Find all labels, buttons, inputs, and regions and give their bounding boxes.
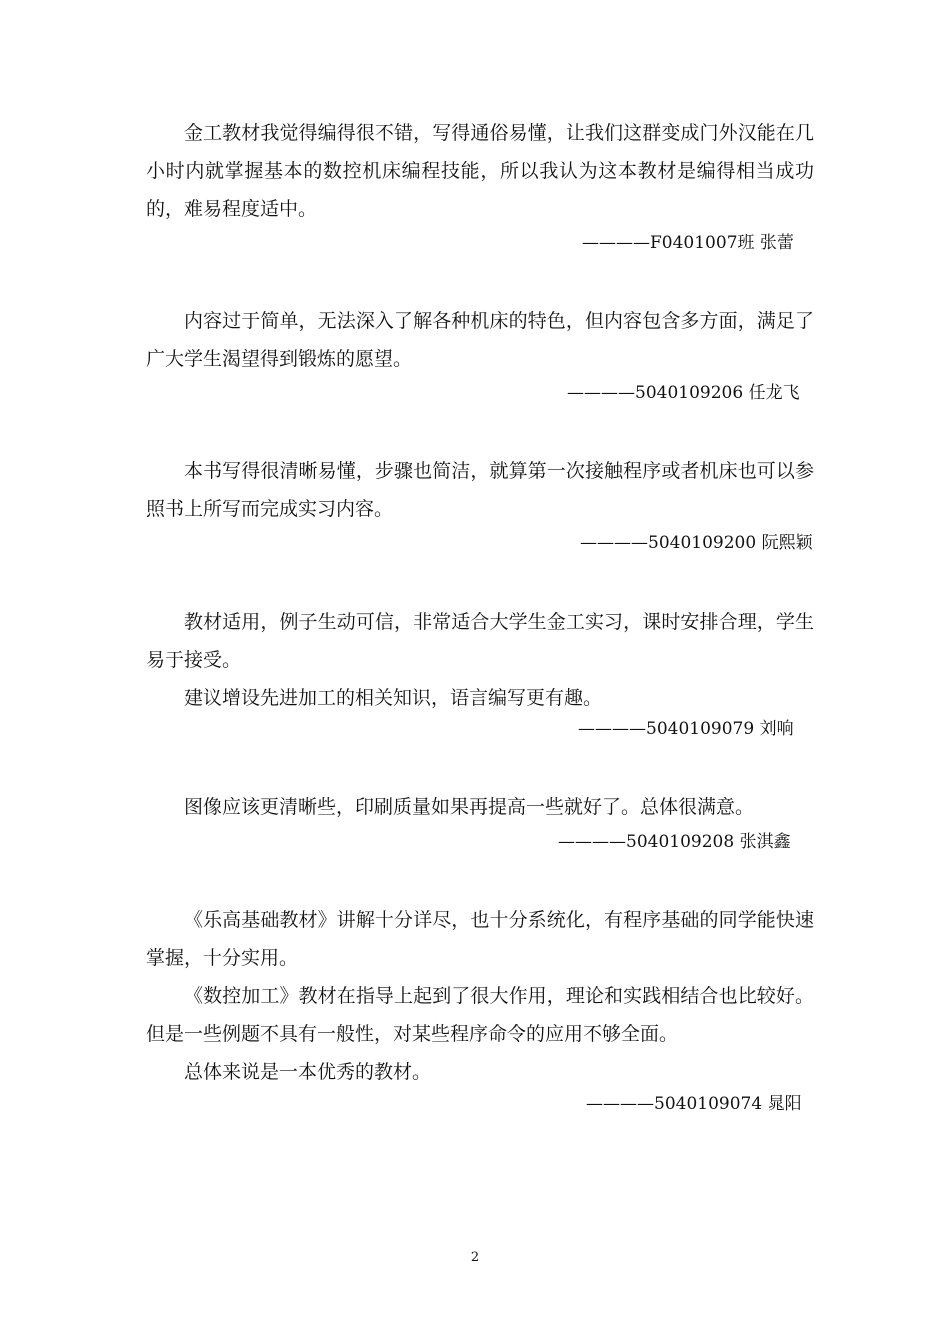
comment-4-paragraph-1: 教材适用，例子生动可信，非常适合大学生金工实习，课时安排合理，学生易于接受。	[146, 611, 814, 671]
comment-6-paragraph-1: 《乐高基础教材》讲解十分详尽，也十分系统化，有程序基础的同学能快速掌握，十分实用。	[146, 909, 814, 969]
comment-6-signature: ————5040109074 晁阳	[586, 1094, 802, 1114]
comment-2-signature: ————5040109206 任龙飞	[567, 383, 800, 403]
comment-2-paragraph-1: 内容过于简单，无法深入了解各种机床的特色，但内容包含多方面，满足了广大学生渴望得到锻炼的愿望。	[146, 310, 814, 370]
comment-3-paragraph-1: 本书写得很清晰易懂，步骤也简洁，就算第一次接触程序或者机床也可以参照书上所写而完成实习内容。	[146, 460, 814, 520]
comment-3-signature: ————5040109200 阮熙颖	[580, 533, 813, 553]
comment-4-signature: ————5040109079 刘响	[578, 719, 794, 739]
comment-4-paragraph-2: 建议增设先进加工的相关知识，语言编写更有趣。	[184, 687, 603, 709]
comment-5-signature: ————5040109208 张淇鑫	[558, 832, 791, 852]
comment-1-signature: ————F0401007班 张蕾	[582, 233, 794, 253]
comment-6-paragraph-2: 《数控加工》教材在指导上起到了很大作用，理论和实践相结合也比较好。但是一些例题不具有一般性，对某些程序命令的应用不够全面。	[146, 985, 814, 1045]
comment-1-paragraph-1: 金工教材我觉得编得很不错，写得通俗易懂，让我们这群变成门外汉能在几小时内就掌握基本的数控机床编程技能，所以我认为这本教材是编得相当成功的，难易程度适中。	[146, 122, 814, 220]
page-number: 2	[470, 1250, 480, 1265]
comment-6-paragraph-3: 总体来说是一本优秀的教材。	[184, 1061, 432, 1083]
comment-5-paragraph-1: 图像应该更清晰些，印刷质量如果再提高一些就好了。总体很满意。	[184, 796, 755, 818]
